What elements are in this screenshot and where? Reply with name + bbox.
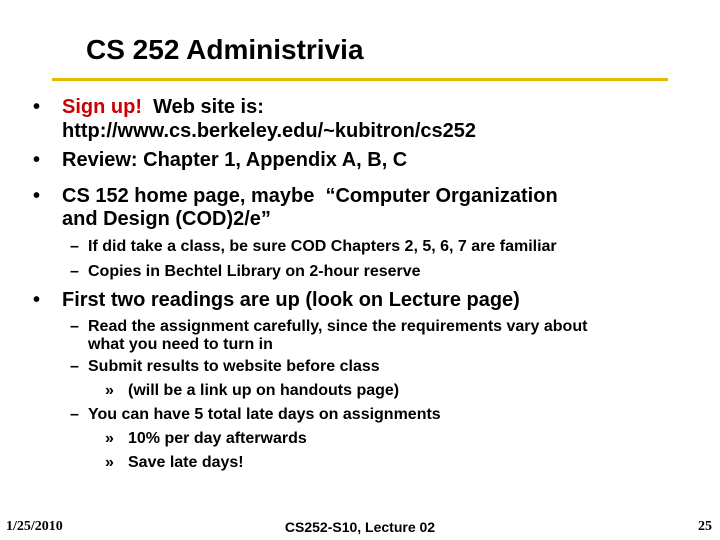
dash-icon: – [70,238,79,255]
sub-bullet-late-days [70,406,441,424]
read-assignment-text-line2: what you need to turn in [88,336,273,353]
save-late-days-text: Save late days! [128,454,244,471]
title-underline [52,78,668,81]
bullet-review [33,149,408,172]
footer-page-number: 25 [698,519,712,534]
bullet-cs152 [33,185,558,208]
bullet-dot-icon: • [33,289,41,311]
bullet-sign-up [33,96,264,119]
handouts-text: (will be a link up on handouts page) [128,382,400,399]
sub-sub-bullet-penalty [105,430,307,448]
footer-date: 1/25/2010 [6,519,63,534]
sub-bullet-cod-chapters [70,238,557,256]
late-days-text: You can have 5 total late days on assignments [88,406,441,423]
sign-up-text: Web site is: [141,96,264,118]
sub-sub-bullet-handouts [105,382,400,400]
bechtel-text: Copies in Bechtel Library on 2-hour reserve [88,263,421,280]
chevron-right-icon: » [105,454,114,471]
footer-course-lecture: CS252-S10, Lecture 02 [284,519,436,535]
dash-icon: – [70,406,79,423]
submit-text: Submit results to website before class [88,358,380,375]
bullet-dot-icon: • [33,96,41,118]
sub-bullet-bechtel [70,263,421,281]
bullet-dot-icon: • [33,185,41,207]
bullet-dot-icon: • [33,149,41,171]
cod-chapters-text: If did take a class, be sure COD Chapters 2, 5, 6, 7 are familiar [88,238,557,255]
dash-icon: – [70,358,79,375]
review-text: Review: Chapter 1, Appendix A, B, C [62,149,408,171]
slide-title: CS 252 Administrivia [86,34,364,65]
bullet-readings [33,289,520,312]
readings-text: First two readings are up (look on Lecture page) [62,289,520,311]
sub-bullet-submit [70,358,380,376]
penalty-text: 10% per day afterwards [128,430,307,447]
dash-icon: – [70,263,79,280]
sign-up-highlight: Sign up! [62,96,142,118]
sub-sub-bullet-save-late-days [105,454,244,472]
cs152-text-line2: and Design (COD)2/e” [62,208,271,230]
sub-bullet-read-assignment [70,318,588,336]
dash-icon: – [70,318,79,335]
read-assignment-text: Read the assignment carefully, since the requirements vary about [88,318,588,335]
chevron-right-icon: » [105,382,114,399]
cs152-text: CS 152 home page, maybe “Computer Organization [62,185,558,207]
website-url: http://www.cs.berkeley.edu/~kubitron/cs252 [62,120,477,142]
chevron-right-icon: » [105,430,114,447]
